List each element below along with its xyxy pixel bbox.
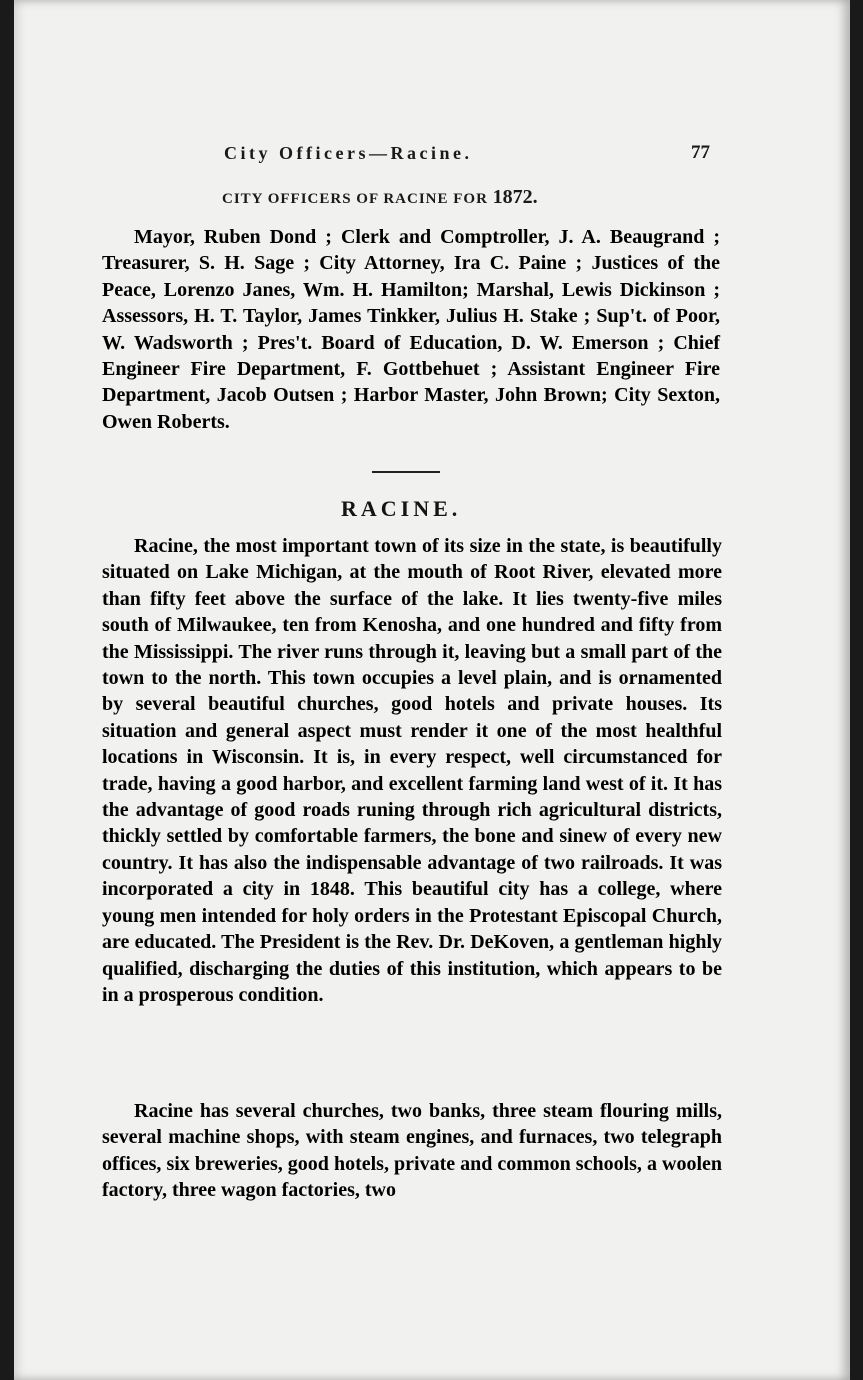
running-head: City Officers—Racine. (224, 143, 473, 163)
officers-heading (222, 186, 538, 209)
officers-paragraph: Mayor, Ruben Dond ; Clerk and Comptroller, J. A. Beaugrand ; Treasurer, S. H. Sage ; City Attorney, Ira C. Paine ; Justices of the Peace, Lorenzo Janes, Wm. H. Hamilton; Marshal, Lewis Dickinson ; Assessors, H. T. Taylor, James Tinkker, Julius H. Stake ; Sup't. of Poor, W. Wadsworth ; Pres't. Board of Education, D. W. Emerson ; Chief Engineer Fire Department, F. Gottbehuet ; Assistant Engineer Fire Department, Jacob Outsen ; Harbor Master, John Brown; City Sexton, Owen Roberts. (102, 226, 720, 433)
body-paragraph-1: Racine, the most important town of its size in the state, is beautifully situated on Lake Michigan, at the mouth of Root River, elevated more than fifty feet above the surface of the lake. It lies twenty-five miles south of Milwaukee, ten from Kenosha, and one hundred and fifty from the Mississippi. The river runs through it, leaving but a small part of the town to the north. This town occupies a level plain, and is ornamented by several beautiful churches, good hotels and private houses. Its situation and general aspect must render it one of the most healthful locations in Wisconsin. It is, in every respect, well circumstanced for trade, having a good harbor, and excellent farming land west of it. It has the advantage of good roads runing through rich agricultural districts, thickly settled by comfortable farmers, the bone and sinew of every new country. It has also the indispensable advantage of two railroads. It was incorporated a city in 1848. This beautiful city has a college, where young men intended for holy orders in the Protestant Episcopal Church, are educated. The President is the Rev. Dr. DeKoven, a gentleman highly qualified, discharging the duties of this institution, which appears to be in a prosperous condition. (102, 535, 722, 1006)
section-title: RACINE. (341, 496, 462, 521)
officers-block (102, 224, 720, 435)
body-block-1 (102, 533, 722, 1008)
body-paragraph-2: Racine has several churches, two banks, three steam flouring mills, several machine shops, with steam engines, and furnaces, two telegraph offices, six breweries, good hotels, private and common schools, a woolen factory, three wagon factories, two (102, 1100, 722, 1202)
section-divider (372, 471, 440, 473)
officers-heading-label: CITY OFFICERS OF RACINE FOR (222, 191, 488, 207)
page-number: 77 (691, 142, 710, 163)
book-page (14, 0, 850, 1380)
officers-heading-year: 1872. (492, 186, 538, 208)
body-block-2 (102, 1098, 722, 1204)
